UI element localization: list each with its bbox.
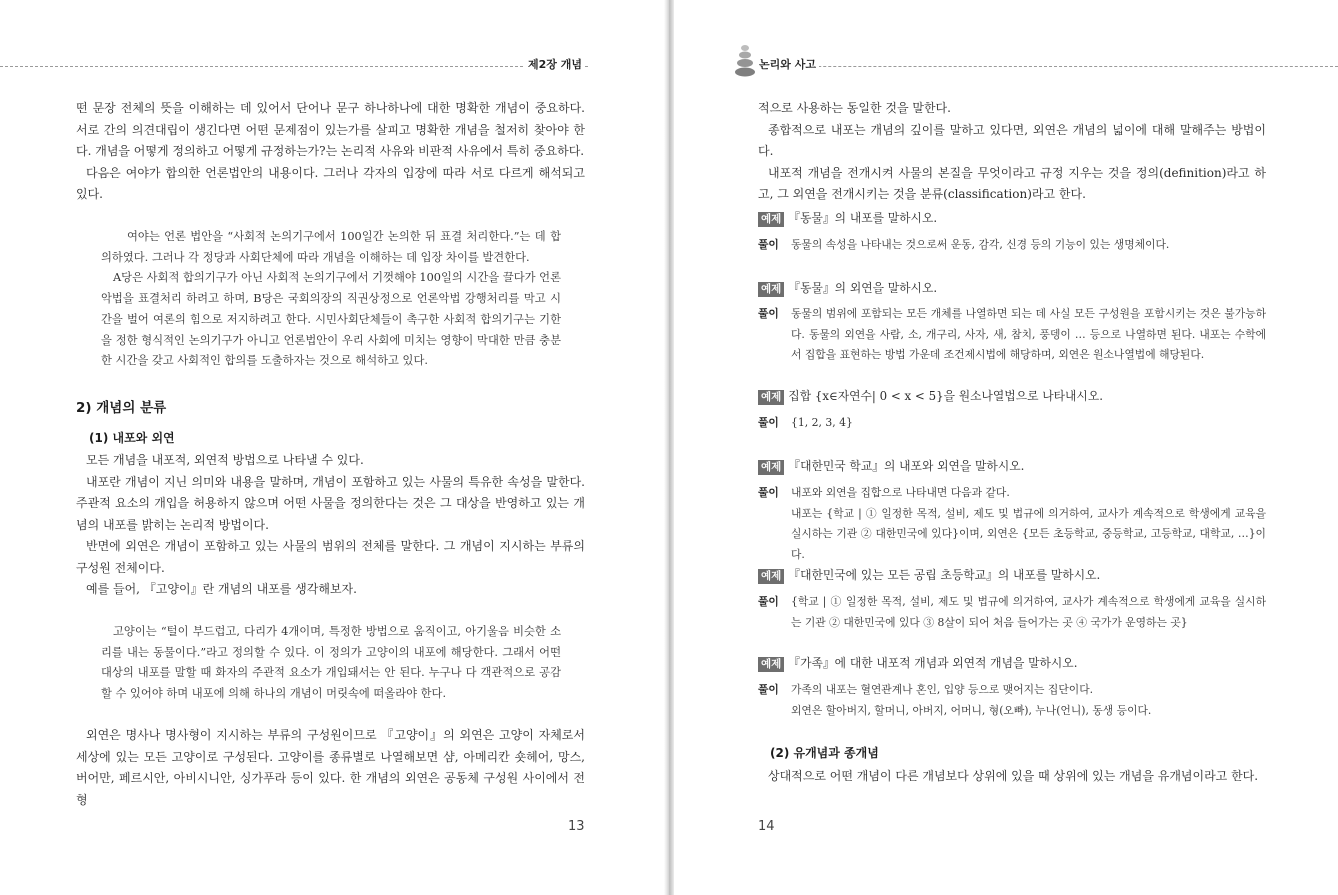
chapter-header: 제2장 개념	[525, 58, 585, 72]
example-question-text: 『동물』의 외연을 말하시오.	[788, 281, 938, 295]
example-question-text: 『대한민국 학교』의 내포와 외연을 말하시오.	[788, 459, 1025, 473]
quote-paragraph: 여야는 언론 법안을 “사회적 논의기구에서 100일간 논의한 뒤 표결 처리한다.”는 데 합의하였다. 그러나 각 정당과 사회단체에 따라 개념을 이해하는 데 입장 차이를 발견한다.	[101, 230, 561, 264]
example-question	[758, 387, 1103, 405]
genus-text	[758, 766, 1266, 788]
quote-box	[101, 227, 561, 372]
solution-text: 내포는 {학교 | ① 일정한 목적, 설비, 제도 및 법규에 의거하여, 교사가 계속적으로 학생에게 교육을 실시하는 기관 ② 대한민국에 있다}이며, 외연은 {모든 초등학교, 중등학교, 고등학교, 대학교, …}이다.	[791, 506, 1266, 561]
section-heading: 2) 개념의 분류	[76, 400, 167, 416]
example-question-text: 『대한민국에 있는 모든 공립 초등학교』의 내포를 말하시오.	[788, 568, 1101, 582]
header-rule	[0, 66, 588, 67]
example-badge: 예제	[758, 460, 784, 475]
example-question-text: 『가족』에 대한 내포적 개념과 외연적 개념을 말하시오.	[788, 656, 1078, 670]
example-badge: 예제	[758, 657, 784, 672]
paragraph: 내포란 개념이 지닌 의미와 내용을 말하며, 개념이 포함하고 있는 사물의 특유한 속성을 말한다. 주관적 요소의 개입을 허용하지 않으며 어떤 사물을 정의한다는 것은 그 대상을 반영하고 있는 개념의 내포를 밝히는 논리적 방법이다.	[76, 474, 585, 532]
example-badge: 예제	[758, 212, 784, 227]
paragraph: 다음은 여야가 합의한 언론법안의 내용이다. 그러나 각자의 입장에 따라 서로 다르게 해석되고 있다.	[76, 165, 585, 201]
paragraph: 내포적 개념을 전개시켜 사물의 본질을 무엇이라고 규정 지우는 것을 정의(definition)라고 하고, 그 외연을 전개시키는 것을 분류(classification)라고 한다.	[758, 165, 1266, 201]
paragraph: 떤 문장 전체의 뜻을 이해하는 데 있어서 단어나 문구 하나하나에 대한 명확한 개념이 중요하다. 서로 간의 의견대립이 생긴다면 어떤 문제점이 있는가를 살피고 명확한 개념을 철저히 찾아야 한다. 개념을 어떻게 정의하고 어떻게 규정하는가?는 논리적 사유와 비판적 사유에서 특히 중요하다.	[76, 101, 585, 158]
paragraph: 모든 개념을 내포적, 외연적 방법으로 나타낼 수 있다.	[86, 453, 364, 467]
example-badge: 예제	[758, 569, 784, 584]
example-solution	[758, 592, 1266, 633]
example-solution	[758, 680, 1266, 721]
paragraph: 외연은 명사나 명사형이 지시하는 부류의 구성원이므로 『고양이』의 외연은 고양이 자체로서 세상에 있는 모든 고양이로 구성된다. 고양이를 종류별로 나열해보면 샴, 아메리칸 숏헤어, 망스, 버어만, 페르시안, 아비시니안, 싱가푸라 등이 있다. 한 개념의 외연은 공동체 구성원 사이에서 전형	[76, 728, 585, 807]
example-solution	[758, 304, 1266, 366]
example-question	[758, 279, 937, 297]
subsection-heading: (1) 내포와 외연	[89, 431, 175, 445]
book-gutter	[664, 0, 674, 895]
example-question	[758, 566, 1100, 584]
book-title-header: 논리와 사고	[756, 58, 819, 72]
page-number: 13	[568, 819, 585, 834]
solution-badge: 풀이	[758, 416, 779, 429]
solution-text: 동물의 속성을 나타내는 것으로써 운동, 감각, 신경 등의 기능이 있는 생명체이다.	[791, 238, 1170, 251]
paragraph: 적으로 사용하는 동일한 것을 말한다.	[758, 101, 951, 115]
example-solution	[758, 413, 1266, 434]
solution-text: 외연은 할아버지, 할머니, 아버지, 어머니, 형(오빠), 누나(언니), 동생 등이다.	[791, 703, 1152, 717]
solution-badge: 풀이	[758, 595, 779, 608]
subsection-heading: (2) 유개념과 종개념	[770, 746, 879, 760]
example-question-text: 『동물』의 내포를 말하시오.	[788, 211, 938, 225]
intro-text	[76, 98, 585, 206]
solution-text: 동물의 범위에 포함되는 모든 개체를 나열하면 되는 데 사실 모든 구성원을 포함시키는 것은 불가능하다. 동물의 외연을 사람, 소, 개구리, 사자, 새, 참치, 풍뎅이 … 등으로 나열하면 된다. 내포는 수학에서 집합을 표현하는 방법 가운데 조건제시법에 해당하며, 외연은 원소나열법에 해당된다.	[791, 307, 1266, 361]
solution-badge: 풀이	[758, 238, 779, 251]
solution-badge: 풀이	[758, 683, 779, 696]
extension-text	[76, 725, 585, 811]
paragraph: 상대적으로 어떤 개념이 다른 개념보다 상위에 있을 때 상위에 있는 개념을 유개념이라고 한다.	[768, 769, 1259, 783]
quote-paragraph: 고양이는 “털이 부드럽고, 다리가 4개이며, 특정한 방법으로 움직이고, 아기울음 비슷한 소리를 내는 동물이다.”라고 정의할 수 있다. 이 정의가 고양이의 내포에 해당한다. 그래서 어떤 대상의 내포를 말할 때 화자의 주관적 요소가 개입돼서는 안 된다. 누구나 다 객관적으로 공감할 수 있어야 하며 내포에 의해 하나의 개념이 머릿속에 떠올라야 한다.	[101, 625, 561, 701]
example-question	[758, 457, 1024, 475]
example-badge: 예제	[758, 390, 784, 405]
paragraph: 종합적으로 내포는 개념의 깊이를 말하고 있다면, 외연은 개념의 넓이에 대해 말해주는 방법이다.	[758, 122, 1266, 158]
quote-paragraph: A당은 사회적 합의기구가 아닌 사회적 논의기구에서 기껏해야 100일의 시간을 끌다가 언론악법을 표결처리 하려고 하며, B당은 국회의장의 직권상정으로 언론악법 강행처리를 막고 시간을 벌어 여론의 힘으로 저지하려고 한다. 시민사회단체들이 촉구한 사회적 합의기구는 기한을 정한 형식적인 논의기구가 아니고 언론법안이 우리 사회에 미치는 영향이 막대한 만큼 충분한 시간을 갖고 사회적인 합의를 도출하자는 것으로 해석하고 있다.	[101, 271, 561, 368]
intro-text	[758, 98, 1266, 206]
example-question	[758, 654, 1077, 672]
page-number: 14	[758, 819, 775, 834]
solution-badge: 풀이	[758, 307, 779, 320]
right-page	[674, 0, 1338, 895]
paragraph: 반면에 외연은 개념이 포함하고 있는 사물의 범위의 전체를 말한다. 그 개념이 지시하는 부류의 구성원 전체이다.	[76, 539, 585, 575]
stacked-stones-icon	[734, 42, 756, 82]
example-solution	[758, 483, 1266, 565]
solution-text: {학교 | ① 일정한 목적, 설비, 제도 및 법규에 의거하여, 교사가 계속적으로 학생에게 교육을 실시하는 기관 ② 대한민국에 있다 ③ 8살이 되어 처음 들어가는 곳 ④ 국가가 운영하는 곳}	[791, 595, 1266, 629]
header-rule	[758, 66, 1338, 67]
solution-text: {1, 2, 3, 4}	[791, 416, 853, 429]
quote-box	[101, 622, 561, 705]
solution-text: 내포와 외연을 집합으로 나타내면 다음과 같다.	[791, 486, 1010, 499]
paragraph: 예를 들어, 『고양이』란 개념의 내포를 생각해보자.	[86, 582, 357, 596]
example-question	[758, 209, 937, 227]
example-solution	[758, 235, 1266, 256]
solution-badge: 풀이	[758, 486, 779, 499]
left-page	[0, 0, 664, 895]
example-question-text: 집합 {x∈자연수| 0 < x < 5}을 원소나열법으로 나타내시오.	[788, 389, 1103, 403]
solution-text: 가족의 내포는 혈연관계나 혼인, 입양 등으로 맺어지는 집단이다.	[791, 683, 1094, 696]
concept-text	[76, 450, 585, 601]
example-badge: 예제	[758, 282, 784, 297]
